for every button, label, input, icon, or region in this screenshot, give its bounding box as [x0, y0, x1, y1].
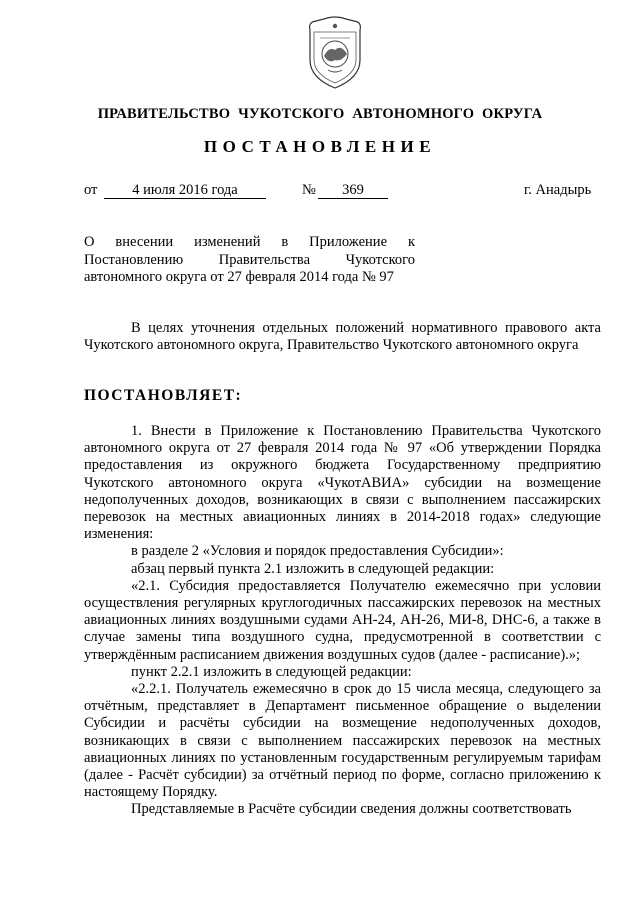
- body-paragraph: «2.2.1. Получатель ежемесячно в срок до 15 числа месяца, следующего за отчётным, представляет в Департамент письменное обращение о выделении Субсидии и расчёты субсидии на возмещение недополученных доходов, возникающих в связи с выполнением пассажирских перевозок на местных авиационных линиях по установленным государственным регулируемым тарифам (далее - Расчёт субсидии) за отчётный период по форме, согласно приложению к настоящему Порядку.: [84, 681, 601, 801]
- document-date: 4 июля 2016 года: [104, 183, 266, 199]
- date-label: от: [84, 182, 98, 198]
- body-paragraph: Представляемые в Расчёте субсидии сведения должны соответствовать: [131, 801, 572, 818]
- date-field: [104, 182, 266, 199]
- subject-line: автономного округа от 27 февраля 2014 года № 97: [84, 269, 394, 285]
- government-title: ПРАВИТЕЛЬСТВО ЧУКОТСКОГО АВТОНОМНОГО ОКРУГА: [97, 106, 543, 122]
- document-number: 369: [318, 183, 388, 199]
- number-label: №: [302, 182, 316, 198]
- body-paragraph: в разделе 2 «Условия и порядок предоставления Субсидии»:: [131, 543, 504, 560]
- subject-line: О внесении изменений в Приложение к: [84, 234, 415, 250]
- body-paragraph: 1. Внести в Приложение к Постановлению Правительства Чукотского автономного округа от 27 февраля 2014 года № 97 «Об утверждении Порядка предоставления из окружного бюджета Государственному предприятию Чукотского автономного округа «ЧукотАВИА» субсидии на возмещение недополученных доходов, возникающих в связи с выполнением пассажирских перевозок на местных авиационных линиях в 2014-2018 годах» следующие изменения:: [84, 423, 601, 543]
- city: г. Анадырь: [524, 182, 592, 198]
- document-type-title: ПОСТАНОВЛЕНИЕ: [203, 137, 437, 156]
- document-subject: [84, 234, 415, 287]
- number-field: [318, 182, 388, 199]
- decree-heading: ПОСТАНОВЛЯЕТ:: [84, 387, 243, 404]
- body-paragraph: «2.1. Субсидия предоставляется Получателю ежемесячно при условии осуществления регулярных круглогодичных пассажирских перевозок на местных авиационных линиях воздушными судами АН-24, АН-26, МИ-8, DHC-6, а также в случае замены типа воздушного судна, предусмотренной в соответствии с утверждённым расписанием движения воздушных судов (далее - расписание).»;: [84, 577, 601, 663]
- document-body: [84, 423, 601, 819]
- body-paragraph: пункт 2.2.1 изложить в следующей редакции:: [131, 663, 412, 680]
- coat-of-arms-icon: [304, 16, 366, 90]
- body-paragraph: абзац первый пункта 2.1 изложить в следующей редакции:: [131, 560, 495, 577]
- preamble-paragraph: В целях уточнения отдельных положений нормативного правового акта Чукотского автономного округа, Правительство Чукотского автономного округа: [84, 320, 601, 354]
- subject-line: Постановлению Правительства Чукотского: [84, 251, 415, 268]
